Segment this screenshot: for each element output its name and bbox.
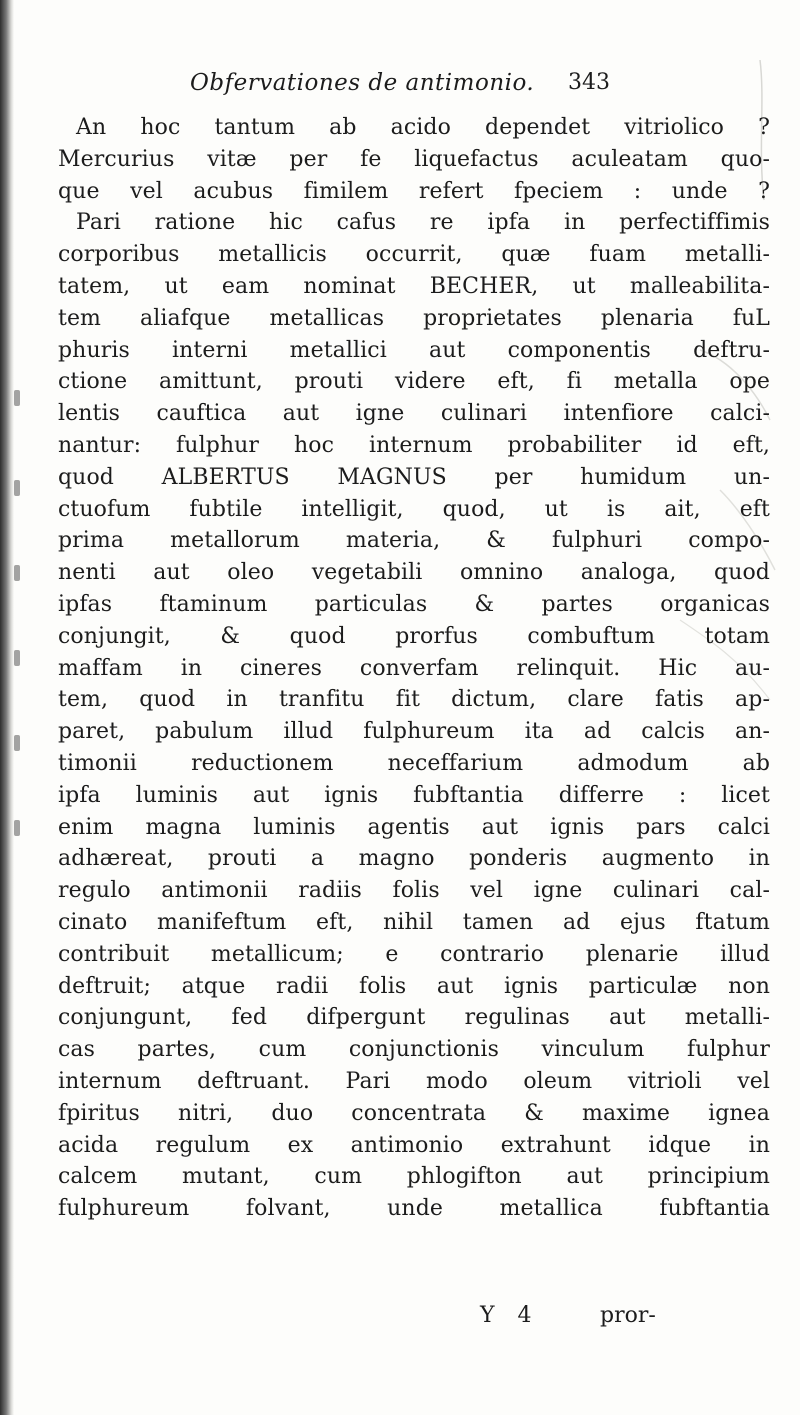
text-line: internum deftruant. Pari modo oleum vitrioli vel bbox=[58, 1068, 770, 1094]
text-line: timonii reductionem neceffarium admodum ab bbox=[58, 750, 770, 776]
page-number: 343 bbox=[568, 70, 610, 95]
text-line: prima metallorum materia, & fulphuri compo- bbox=[58, 528, 770, 554]
text-line: enim magna luminis agentis aut ignis pars calci bbox=[58, 814, 770, 840]
text-line: phuris interni metallici aut componentis deftru- bbox=[58, 337, 770, 363]
text-line: ctione amittunt, prouti videre eft, fi metalla ope bbox=[58, 369, 770, 395]
signature-mark: Y 4 bbox=[480, 1303, 540, 1328]
text-line: ipfa luminis aut ignis fubftantia differre : licet bbox=[58, 782, 770, 808]
text-line: tatem, ut eam nominat BECHER, ut malleabilita- bbox=[58, 273, 770, 299]
text-line: tem aliafque metallicas proprietates plenaria fuL bbox=[58, 305, 770, 331]
text-line: quod ALBERTUS MAGNUS per humidum un- bbox=[58, 464, 770, 490]
text-line: ctuofum fubtile intelligit, quod, ut is ait, eft bbox=[58, 496, 770, 522]
text-line: An hoc tantum ab acido dependet vitriolico ? bbox=[76, 115, 770, 140]
text-line: deftruit; atque radii folis aut ignis particulæ non bbox=[58, 973, 770, 999]
text-line: fulphureum folvant, unde metallica fubftantia bbox=[58, 1196, 770, 1222]
text-line: calcem mutant, cum phlogifton aut principium bbox=[58, 1164, 770, 1190]
text-line: paret, pabulum illud fulphureum ita ad calcis an- bbox=[58, 719, 770, 745]
text-line: maffam in cineres converfam relinquit. Hic au- bbox=[58, 655, 770, 681]
text-line: nantur: fulphur hoc internum probabiliter id eft, bbox=[58, 432, 770, 458]
text-line: que vel acubus fimilem refert fpeciem : unde ? bbox=[58, 178, 770, 204]
text-line: Mercurius vitæ per fe liquefactus aculeatam quo- bbox=[58, 146, 770, 172]
text-line: acida regulum ex antimonio extrahunt idque in bbox=[58, 1132, 770, 1158]
body-text bbox=[58, 112, 770, 1225]
text-line: Pari ratione hic cafus re ipfa in perfectiffimis bbox=[76, 210, 770, 236]
page-footer bbox=[480, 1303, 700, 1339]
binding-marks bbox=[14, 390, 26, 890]
text-line: fpiritus nitri, duo concentrata & maxime ignea bbox=[58, 1100, 770, 1126]
text-line: tem, quod in tranfitu fit dictum, clare fatis ap- bbox=[58, 687, 770, 713]
text-line: corporibus metallicis occurrit, quæ fuam metalli- bbox=[58, 242, 770, 268]
binding-edge bbox=[0, 0, 14, 1415]
text-line: nenti aut oleo vegetabili omnino analoga, quod bbox=[58, 560, 770, 586]
text-line: ipfas ftaminum particulas & partes organicas bbox=[58, 591, 770, 617]
text-line: regulo antimonii radiis folis vel igne culinari cal- bbox=[58, 878, 770, 904]
text-line: contribuit metallicum; e contrario plenarie illud bbox=[58, 941, 770, 967]
text-line: conjungit, & quod prorfus combuftum totam bbox=[58, 623, 770, 649]
text-line: adhæreat, prouti a magno ponderis augmento in bbox=[58, 846, 770, 872]
page-header bbox=[190, 70, 610, 110]
text-line: cas partes, cum conjunctionis vinculum fulphur bbox=[58, 1037, 770, 1063]
text-line: conjungunt, fed difpergunt regulinas aut metalli- bbox=[58, 1005, 770, 1031]
catchword: pror- bbox=[600, 1303, 656, 1328]
text-line: cinato manifeftum eft, nihil tamen ad ejus ftatum bbox=[58, 909, 770, 935]
running-title: Obfervationes de antimonio. bbox=[190, 70, 535, 96]
text-line: lentis cauftica aut igne culinari intenfiore calci- bbox=[58, 401, 770, 427]
